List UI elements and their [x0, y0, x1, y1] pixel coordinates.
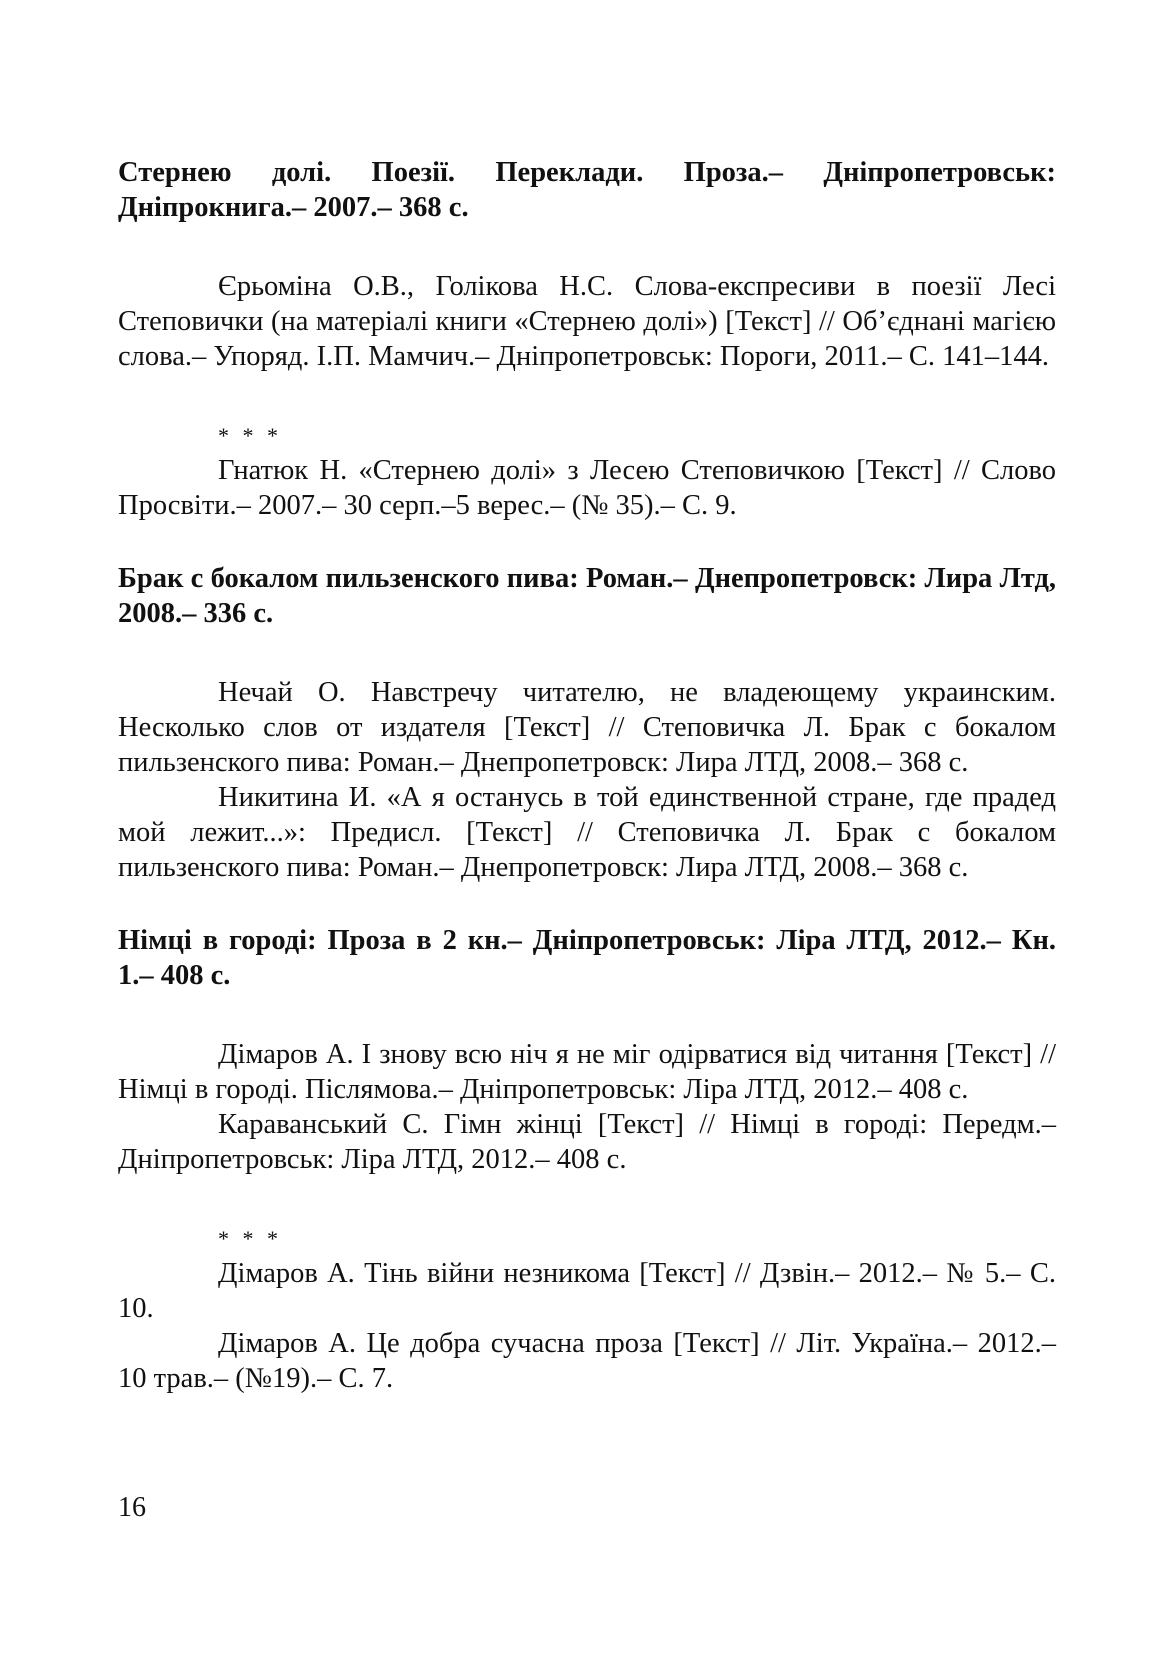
document-page — [118, 155, 1056, 1396]
bibliography-entry: Гнатюк Н. «Стернею долі» з Лесею Степовичкою [Текст] // Слово Просвіти.– 2007.– 30 серп.–5 верес.– (№ 35).– С. 9. — [118, 455, 1056, 521]
bibliography-entry: Дімаров А. І знову всю ніч я не міг одірватися від читання [Текст] // Німці в городі. Післямова.– Дніпропетровськ: Ліра ЛТД, 2012.– 408 с. — [118, 1039, 1056, 1105]
section-separator: * * * — [218, 423, 282, 448]
book-heading: Стернею долі. Поезії. Переклади. Проза.– Дніпропетровськ: Дніпрокнига.– 2007.– 368 с. — [118, 157, 1056, 223]
bibliography-entry: Нечай О. Навстречу читателю, не владеющему украинским. Несколько слов от издателя [Текст] // Степовичка Л. Брак с бокалом пильзенского пива: Роман.– Днепропетровск: Лира ЛТД, 2008.– 368 с. — [118, 677, 1056, 778]
book-heading: Німці в городі: Проза в 2 кн.– Дніпропетровськ: Ліра ЛТД, 2012.– Кн. 1.– 408 с. — [118, 925, 1056, 991]
bibliography-entry: Дімаров А. Це добра сучасна проза [Текст] // Літ. Україна.– 2012.– 10 трав.– (№19).– С. 7. — [118, 1328, 1056, 1394]
bibliography-entry: Єрьоміна О.В., Голікова Н.С. Слова-експресиви в поезії Лесі Степовички (на матеріалі книги «Стернею долі») [Текст] // Об’єднані магією слова.– Упоряд. І.П. Мамчич.– Дніпропетровськ: Пороги, 2011.– С. 141–144. — [118, 271, 1056, 372]
book-heading: Брак с бокалом пильзенского пива: Роман.– Днепропетровск: Лира Лтд, 2008.– 336 с. — [118, 563, 1056, 629]
section-separator: * * * — [218, 1226, 282, 1251]
bibliography-entry: Караванський С. Гімн жінці [Текст] // Німці в городі: Передм.– Дніпропетровськ: Ліра ЛТД, 2012.– 408 с. — [118, 1109, 1056, 1175]
bibliography-entry: Дімаров А. Тінь війни незникома [Текст] // Дзвін.– 2012.– № 5.– С. 10. — [118, 1258, 1056, 1324]
bibliography-entry: Никитина И. «А я останусь в той единственной стране, где прадед мой лежит...»: Предисл. [Текст] // Степовичка Л. Брак с бокалом пильзенского пива: Роман.– Днепропетровск: Лира ЛТД, 2008.– 368 с. — [118, 782, 1056, 883]
page-number: 16 — [118, 1492, 146, 1523]
